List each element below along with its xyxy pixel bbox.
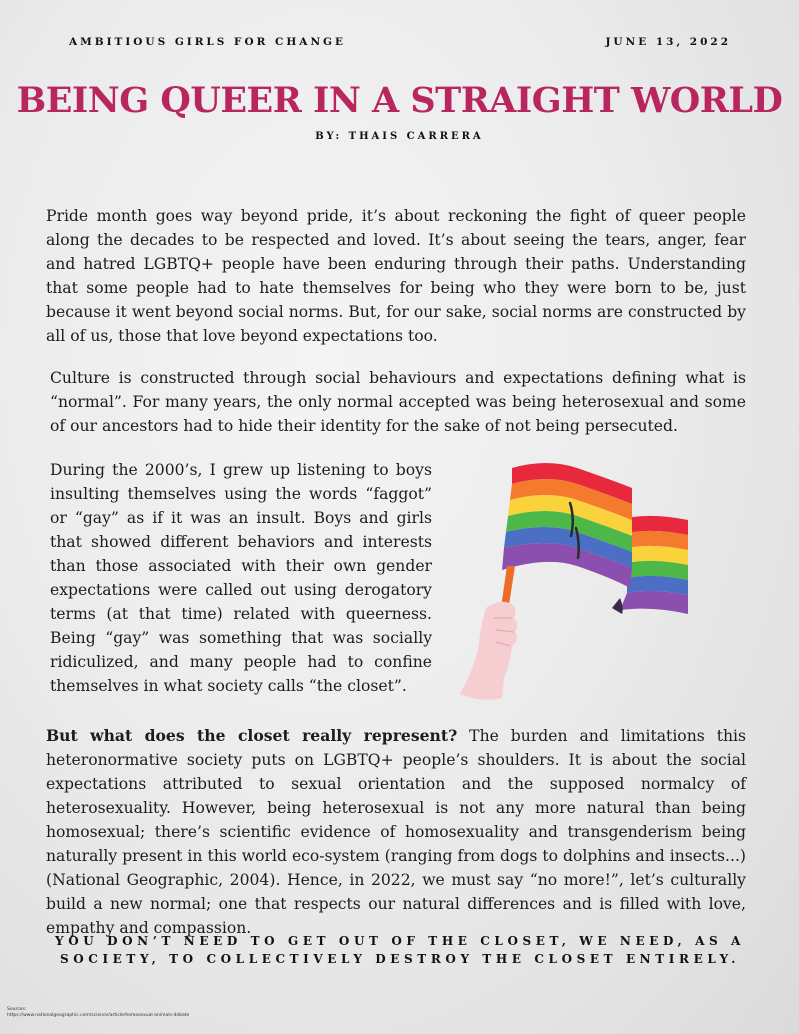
sources (7, 1007, 189, 1019)
sources-link[interactable]: https://www.nationalgeographic.com/science/article/homosexual-animals-debate (7, 1013, 190, 1018)
paragraph-4-lead: But what does the closet really represent? (46, 726, 458, 745)
article-title: BEING QUEER IN A STRAIGHT WORLD (16, 80, 783, 121)
closing-statement: YOU DON’T NEED TO GET OUT OF THE CLOSET, WE NEED, AS A SOCIETY, TO COLLECTIVELY DESTROY THE CLOSET ENTIRELY. (55, 934, 745, 966)
header-organization: AMBITIOUS GIRLS FOR CHANGE (69, 36, 347, 48)
paragraph-4-body: The burden and limitations this heteronormative society puts on LGBTQ+ people’s shoulders. It is about the social expectations attributed to sexual orientation and the supposed normalcy of heterosexuality. However, being heterosexual is not any more natural than being homosexual; there’s scientific evidence of homosexuality and transgenderism being naturally present in this world eco-system (ranging from dogs to dolphins and insects...) (National Geographic, 2004). Hence, in 2022, we must say “no more!”, let’s culturally build a new normal; one that respects our natural differences and is filled with love, empathy and compassion. (46, 727, 746, 937)
paragraph-2: Culture is constructed through social behaviours and expectations defining what is “normal”. For many years, the only normal accepted was being heterosexual and some of our ancestors had to hide their identity for the sake of not being persecuted. (50, 369, 746, 435)
pride-flag-icon (452, 458, 692, 718)
paragraph-3: During the 2000’s, I grew up listening to boys insulting themselves using the words “faggot” or “gay” as if it was an insult. Boys and girls that showed different behaviors and interests than those associated with their own gender expectations were called out using derogatory terms (at that time) related with queerness. Being “gay” was something that was socially ridiculized, and many people had to confine themselves in what society calls “the closet”. (50, 461, 432, 695)
paragraph-1: Pride month goes way beyond pride, it’s about reckoning the fight of queer people along the decades to be respected and loved. It’s about seeing the tears, anger, fear and hatred LGBTQ+ people have been enduring through their paths. Understanding that some people had to hate themselves for being who they were born to be, just because it went beyond social norms. But, for our sake, social norms are constructed by all of us, those that love beyond expectations too. (46, 207, 746, 345)
header-date: JUNE 13, 2022 (605, 36, 731, 48)
paragraph-4 (46, 724, 746, 940)
article-byline: BY: THAIS CARRERA (315, 131, 484, 142)
sources-label: Sources: (7, 1007, 27, 1012)
pride-flag-illustration (452, 458, 692, 718)
